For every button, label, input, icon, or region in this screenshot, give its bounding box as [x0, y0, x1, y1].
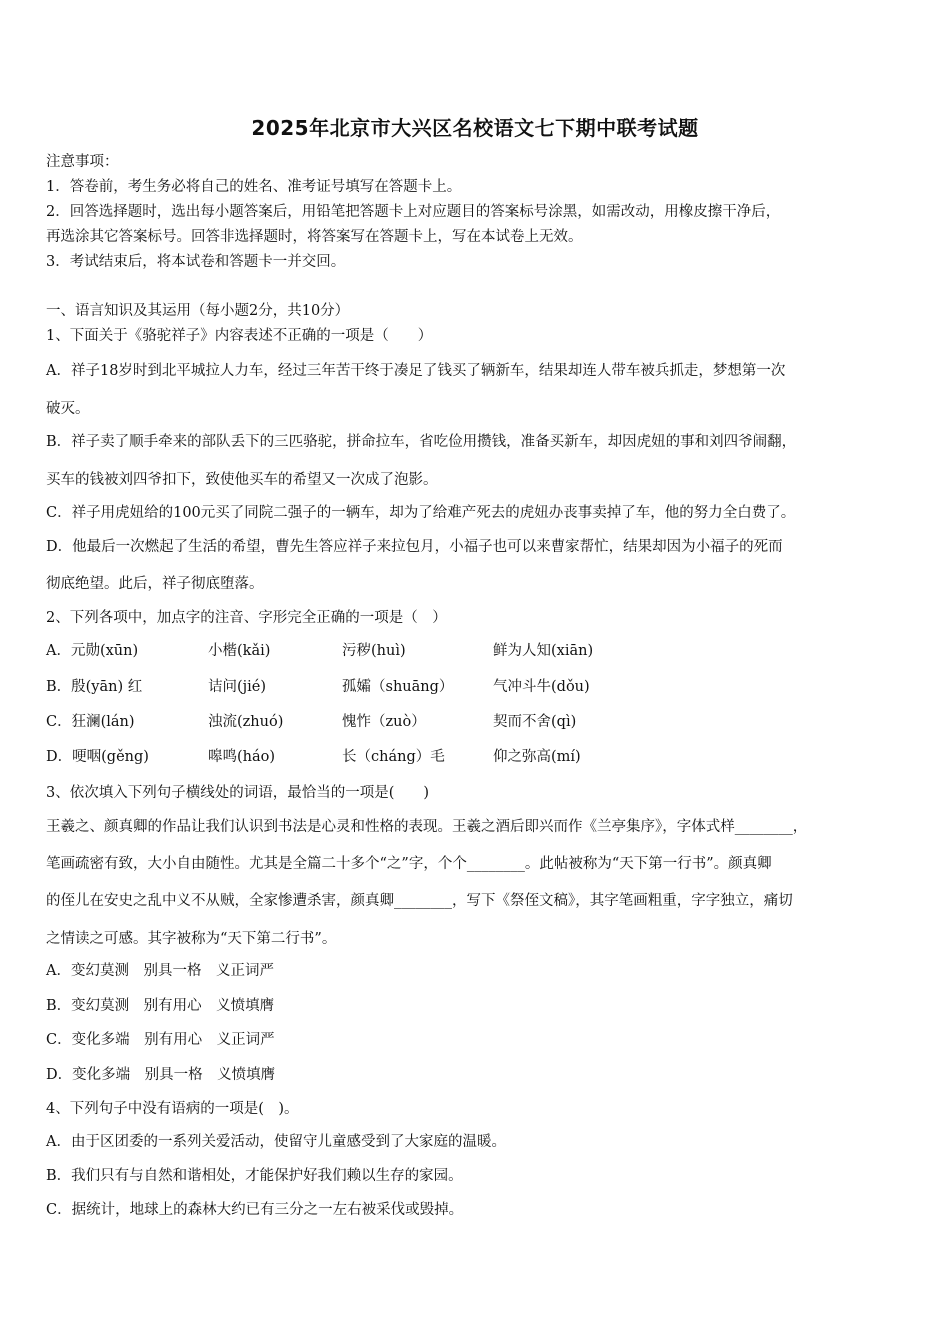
- notice-heading: 注意事项：: [46, 154, 119, 170]
- notice-item-1: 1．答卷前，考生务必将自己的姓名、准考证号填写在答题卡上。: [46, 179, 462, 195]
- q2-b-2: 诘问(jié): [208, 679, 267, 695]
- q3-stem: 3、依次填入下列句子横线处的词语，最恰当的一项是( ): [46, 785, 430, 801]
- q4-option-a: A．由于区团委的一系列关爱活动，使留守儿童感受到了大家庭的温暖。: [46, 1134, 506, 1150]
- notice-item-2: 2．回答选择题时，选出每小题答案后，用铅笔把答题卡上对应题目的答案标号涂黑，如需改动，用橡皮擦干净后，: [46, 204, 781, 220]
- q1-option-b-cont: 买车的钱被刘四爷扣下，致使他买车的希望又一次成了泡影。: [46, 472, 438, 488]
- q3-passage-1: 王羲之、颜真卿的作品让我们认识到书法是心灵和性格的表现。王羲之酒后即兴而作《兰亭集序》，字体式样________，: [46, 819, 808, 835]
- page-title: 2025年北京市大兴区名校语文七下期中联考试题: [251, 116, 699, 140]
- q3-option-c: C．变化多端 别有用心 义正词严: [46, 1032, 275, 1048]
- q2-d-3: 长（cháng）毛: [342, 749, 445, 765]
- q3-option-b: B．变幻莫测 别有用心 义愤填膺: [46, 998, 275, 1014]
- q2-c-3: 愧怍（zuò）: [342, 714, 426, 730]
- q3-passage-4: 之情读之可感。其字被称为“天下第二行书”。: [46, 931, 337, 947]
- q1-option-a-cont: 破灭。: [46, 401, 90, 417]
- q2-a-2: 小楷(kǎi): [208, 643, 271, 659]
- q1-option-a: A．祥子18岁时到北平城拉人力车，经过三年苦干终于凑足了钱买了辆新车，结果却连人带车被兵抓走，梦想第一次: [46, 363, 786, 379]
- q2-b-1: B．殷(yān) 红: [46, 679, 143, 695]
- q3-option-a: A．变幻莫测 别具一格 义正词严: [46, 963, 274, 979]
- q2-b-3: 孤孀（shuāng）: [342, 679, 454, 695]
- q1-option-b: B．祥子卖了顺手牵来的部队丢下的三匹骆驼，拼命拉车，省吃俭用攒钱，准备买新车，却因虎妞的事和刘四爷闹翻，: [46, 434, 797, 450]
- q1-option-d-cont: 彻底绝望。此后，祥子彻底堕落。: [46, 576, 264, 592]
- q2-d-1: D．哽咽(gěng): [46, 749, 149, 765]
- section-heading: 一、语言知识及其运用（每小题2分，共10分）: [46, 303, 350, 319]
- q4-stem: 4、下列句子中没有语病的一项是( )。: [46, 1101, 299, 1117]
- q2-d-2: 嗥鸣(háo): [208, 749, 276, 765]
- q2-a-3: 污秽(huì): [342, 643, 406, 659]
- q3-passage-2: 笔画疏密有致，大小自由随性。尤其是全篇二十多个“之”字，个个________。此帖被称为“天下第一行书”。颜真卿: [46, 856, 772, 872]
- q2-c-2: 浊流(zhuó): [208, 714, 284, 730]
- q4-option-c: C．据统计，地球上的森林大约已有三分之一左右被采伐或毁掉。: [46, 1202, 464, 1218]
- q2-d-4: 仰之弥高(mí): [493, 749, 581, 765]
- q1-stem: 1、下面关于《骆驼祥子》内容表述不正确的一项是（ ）: [46, 328, 433, 344]
- q3-option-d: D．变化多端 别具一格 义愤填膺: [46, 1067, 276, 1083]
- q3-passage-3: 的侄儿在安史之乱中义不从贼，全家惨遭杀害，颜真卿________，写下《祭侄文稿》，其字笔画粗重，字字独立，痛切: [46, 893, 793, 909]
- q1-option-d: D．他最后一次燃起了生活的希望，曹先生答应祥子来拉包月，小福子也可以来曹家帮忙，结果却因为小福子的死而: [46, 539, 783, 555]
- q2-c-1: C．狂澜(lán): [46, 714, 135, 730]
- q2-c-4: 契而不舍(qì): [493, 714, 577, 730]
- notice-item-2-cont: 再选涂其它答案标号。回答非选择题时，将答案写在答题卡上，写在本试卷上无效。: [46, 229, 583, 245]
- q2-stem: 2、下列各项中，加点字的注音、字形完全正确的一项是（ ）: [46, 610, 447, 626]
- q2-b-4: 气冲斗牛(dǒu): [493, 679, 590, 695]
- notice-item-3: 3．考试结束后，将本试卷和答题卡一并交回。: [46, 254, 346, 270]
- q2-a-4: 鲜为人知(xiān): [493, 643, 594, 659]
- q2-a-1: A．元勋(xūn): [46, 643, 139, 659]
- q4-option-b: B．我们只有与自然和谐相处，才能保护好我们赖以生存的家园。: [46, 1168, 463, 1184]
- q1-option-c: C．祥子用虎妞给的100元买了同院二强子的一辆车，却为了给难产死去的虎妞办丧事卖掉了车，他的努力全白费了。: [46, 505, 796, 521]
